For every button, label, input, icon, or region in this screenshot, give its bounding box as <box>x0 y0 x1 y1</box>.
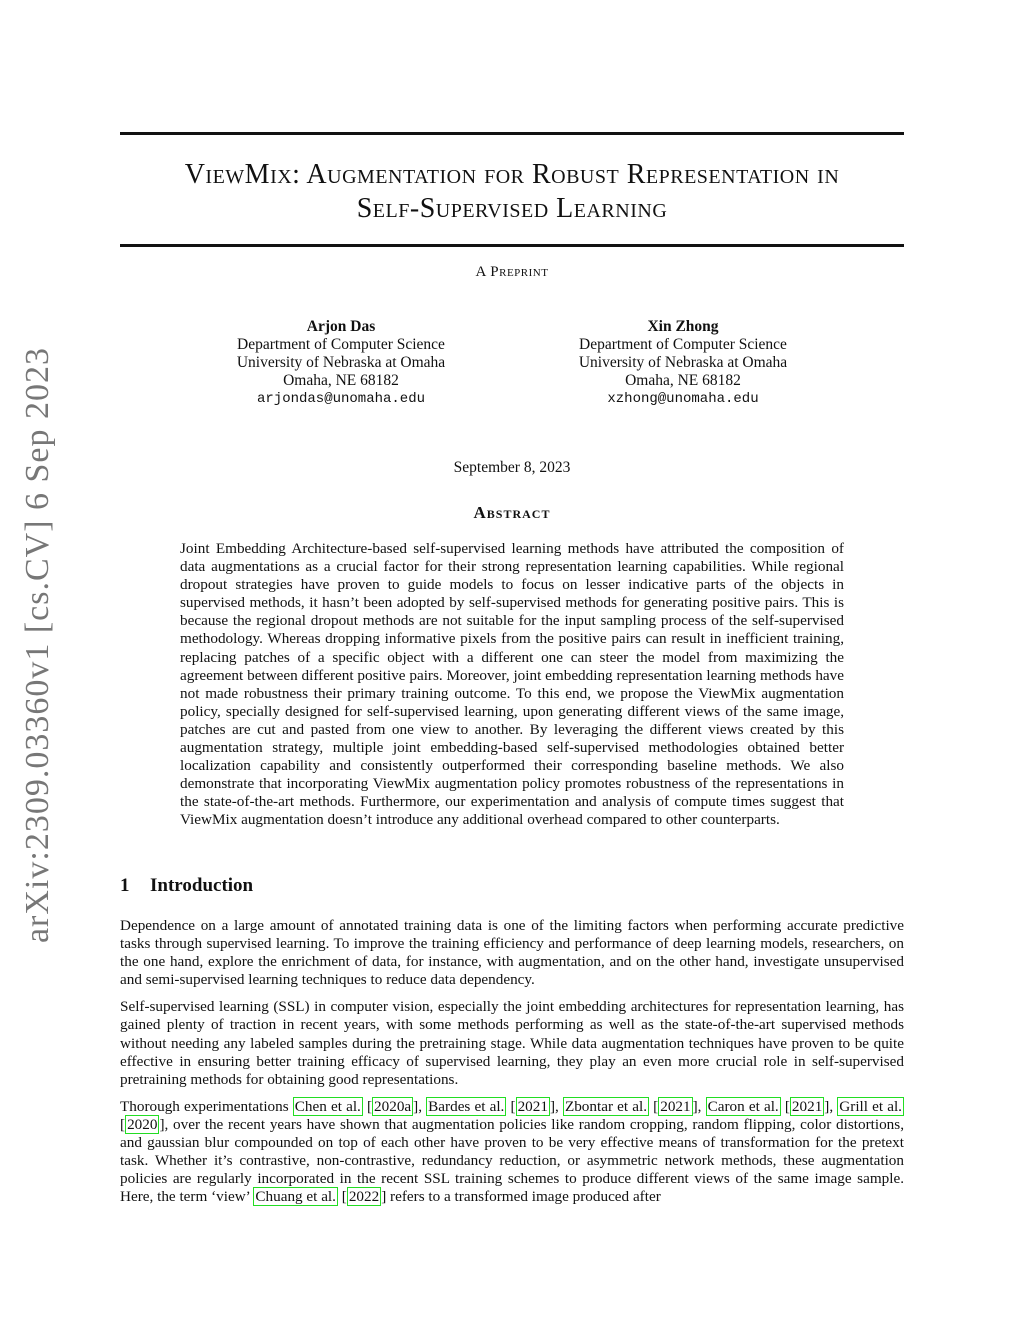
author-email[interactable]: xzhong@unomaha.edu <box>607 391 759 407</box>
section-number: 1 <box>120 875 130 896</box>
title-top-rule <box>120 132 904 135</box>
citation-year-grill[interactable]: 2020 <box>127 1115 158 1133</box>
author-name: Arjon Das <box>306 318 376 335</box>
section-heading-introduction <box>120 875 253 897</box>
section-title: Introduction <box>150 875 254 896</box>
paper-title-line-1: ViewMix: Augmentation for Robust Representation in <box>184 159 840 190</box>
abstract-text: Joint Embedding Architecture-based self-supervised learning methods have attributed the composition of data augmentations as a crucial factor for their strong representation learning capabilities. While regional dropout strategies have proven to guide models to focus on lesser indicative parts of the objects in supervised methods, it hasn’t been adopted by self-supervised methods for generating positive pairs. This is because the regional dropout methods are not suitable for the input sampling process of the self-supervised methodology. Whereas dropping informative pixels from the positive pairs can result in inefficient training, replacing patches of a specific object with a different one can steer the model from maximizing the agreement between different positive pairs. Moreover, joint embedding representation learning methods have not made robustness their primary training outcome. To this end, we propose the ViewMix augmentation policy, specially designed for self-supervised learning, upon generating different views of the same image, patches are cut and pasted from one view to another. By leveraging the different views created by this augmentation strategy, multiple joint embedding-based self-supervised methodologies obtained better localization capability and consistently outperformed their corresponding baseline methods. We also demonstrate that incorporating ViewMix augmentation policy promotes robustness of the representations in the state-of-the-art methods. Furthermore, our experimentation and analysis of compute times suggest that ViewMix augmentation doesn’t introduce any additional overhead compared to other counterparts. <box>180 540 844 829</box>
paragraph-text: refers to a transformed image produced after <box>386 1188 661 1206</box>
citation-link-zbontar[interactable]: Zbontar et al. <box>564 1097 648 1115</box>
citation-link-bardes[interactable]: Bardes et al. <box>428 1097 505 1115</box>
author-university: University of Nebraska at Omaha <box>236 354 446 371</box>
citation-year-caron[interactable]: 2021 <box>791 1097 823 1115</box>
paragraph-text: , over the recent years have shown that augmentation policies like random cropping, random flipping, color distortions, and gaussian blur compounded on top of each other have proven to be very effective means of transformation for the pretext task. Whether it’s contrastive, non-contrastive, redundancy reduction, or asymmetric network methods, these augmentation policies are regularly incorporated in the recent SSL training schemes to produce different views of the same image sample. Here, the term ‘view’ <box>120 1115 904 1206</box>
author-department: Department of Computer Science <box>579 336 787 353</box>
introduction-body <box>120 917 904 1215</box>
citation-year-zbontar[interactable]: 2021 <box>660 1097 691 1115</box>
publication-date: September 8, 2023 <box>453 459 571 476</box>
author-name: Xin Zhong <box>647 318 719 335</box>
arxiv-identifier: arXiv:2309.03360v1 [cs.CV] 6 Sep 2023 <box>19 346 56 944</box>
author-university: University of Nebraska at Omaha <box>578 354 788 371</box>
author-location: Omaha, NE 68182 <box>625 372 741 389</box>
author-location: Omaha, NE 68182 <box>283 372 399 389</box>
citation-link-caron[interactable]: Caron et al. <box>707 1097 779 1115</box>
paragraph-text: Thorough experimentations <box>120 1097 293 1115</box>
intro-paragraph-2: Self-supervised learning (SSL) in computer vision, especially the joint embedding architectures for representation learning, has gained plenty of traction in recent years, with some methods performing as well as the state-of-the-art supervised methods without needing any labeled samples during the pretraining stage. While data augmentation techniques have proven to be quite effective in ensuring better training efficacy of supervised learning, they play an even more crucial role in self-supervised pretraining methods for obtaining good representations. <box>120 998 904 1088</box>
intro-paragraph-1: Dependence on a large amount of annotated training data is one of the limiting factors when performing accurate predictive tasks through supervised learning. To improve the training efficiency and performance of deep learning models, researchers, on the one hand, explore the enrichment of data, for instance, with augmentation, and on the other hand, investigate unsupervised and semi-supervised learning techniques to reduce data dependency. <box>120 917 904 989</box>
title-bottom-rule <box>120 244 904 247</box>
author-email[interactable]: arjondas@unomaha.edu <box>256 391 426 407</box>
author-block-2 <box>533 318 833 408</box>
citation-link-chuang[interactable]: Chuang et al. <box>255 1188 336 1206</box>
citation-year-chuang[interactable]: 2022 <box>348 1188 380 1206</box>
paper-title <box>120 158 904 226</box>
citation-link-grill[interactable]: Grill et al. <box>839 1097 902 1115</box>
preprint-label: A Preprint <box>475 264 549 280</box>
paper-title-line-2: Self-Supervised Learning <box>356 193 668 224</box>
intro-paragraph-3: Thorough experimentations Chen et al. [ 2020a ], Bardes et al. [ 2021 ], Zbontar et al. [ 2021 ], Caron et al. [ 2021 ], Grill et al. [ 2020 ], over the recent years have shown that augmentation policies like random cropping, random flipping, color distortions, and gaussian blur compounded on top of each other have proven to be very effective means of transformation for the pretext task. Whether it’s contrastive, non-contrastive, redundancy reduction, or asymmetric network methods, these augmentation policies are regularly incorporated in the recent SSL training schemes to produce different views of the same image sample. Here, the term ‘view’ Chuang et al. [ 2022 ] refers to a transformed image produced after <box>120 1097 904 1206</box>
author-block-1 <box>191 318 491 408</box>
citation-link-chen[interactable]: Chen et al. <box>294 1097 361 1115</box>
author-department: Department of Computer Science <box>237 336 445 353</box>
citation-year-chen[interactable]: 2020a <box>374 1097 412 1115</box>
citation-year-bardes[interactable]: 2021 <box>517 1097 548 1115</box>
abstract-heading: Abstract <box>473 503 551 522</box>
